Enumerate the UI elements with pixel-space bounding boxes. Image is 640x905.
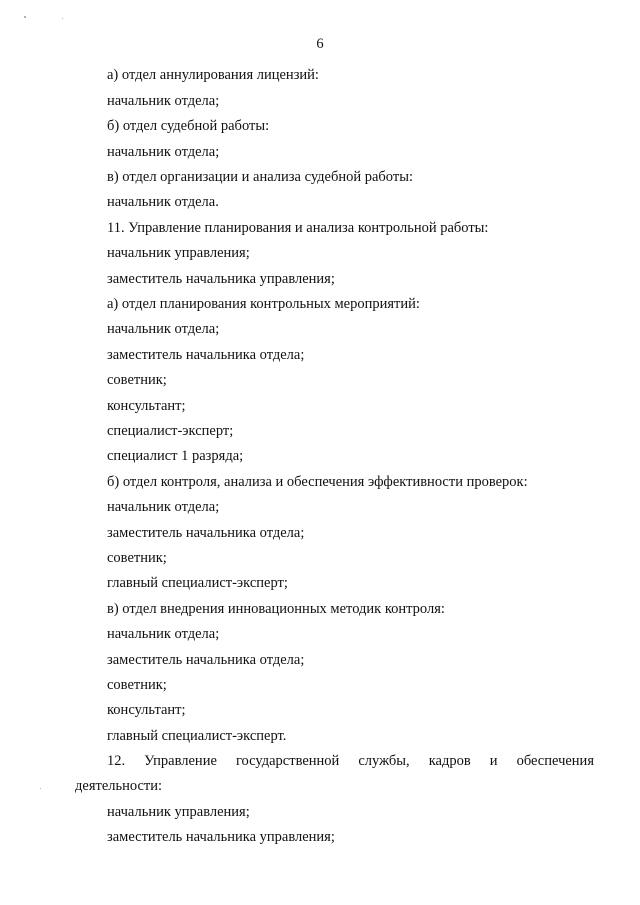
page-number: 6 [316,36,324,52]
list-item: в) отдел внедрения инновационных методик контроля: [107,601,445,617]
list-item: заместитель начальника управления; [107,271,335,287]
item-12-word: Управление [144,753,217,769]
list-item: главный специалист-эксперт. [107,728,287,744]
list-item: начальник отдела; [107,626,220,642]
item-12-word: службы, [358,753,410,769]
scan-speck [40,788,41,789]
list-item: главный специалист-эксперт; [107,575,288,591]
list-item: начальник управления; [107,245,250,261]
list-item: начальник отдела; [107,321,220,337]
list-item: заместитель начальника управления; [107,829,335,845]
item-12-word: государственной [235,753,340,769]
list-item: консультант; [107,702,186,718]
list-item: заместитель начальника отдела; [107,347,305,363]
list-item: а) отдел планирования контрольных мероприятий: [107,296,420,312]
item-12-heading [107,752,594,770]
list-item: заместитель начальника отдела; [107,525,305,541]
list-item: б) отдел контроля, анализа и обеспечения эффективности проверок: [107,474,528,490]
item-12-continuation: деятельности: [75,778,163,794]
list-item: начальник отдела; [107,499,220,515]
item-12-word: обеспечения [516,753,594,769]
item-12-word: кадров [428,753,471,769]
list-item: начальник отдела; [107,93,220,109]
item-12-word: и [489,753,498,769]
list-item: заместитель начальника отдела; [107,652,305,668]
list-item: 11. Управление планирования и анализа контрольной работы: [107,220,489,236]
list-item: специалист 1 разряда; [107,448,244,464]
list-item: б) отдел судебной работы: [107,118,270,134]
scan-speck [24,16,26,18]
list-item: специалист-эксперт; [107,423,234,439]
list-item: в) отдел организации и анализа судебной работы: [107,169,413,185]
list-item: советник; [107,372,167,388]
list-item: советник; [107,550,167,566]
list-item: консультант; [107,398,186,414]
scan-speck [62,18,63,19]
list-item: начальник отдела. [107,194,219,210]
list-item: советник; [107,677,167,693]
item-12-word: 12. [107,753,126,769]
list-item: начальник управления; [107,804,250,820]
list-item: а) отдел аннулирования лицензий: [107,67,319,83]
list-item: начальник отдела; [107,144,220,160]
